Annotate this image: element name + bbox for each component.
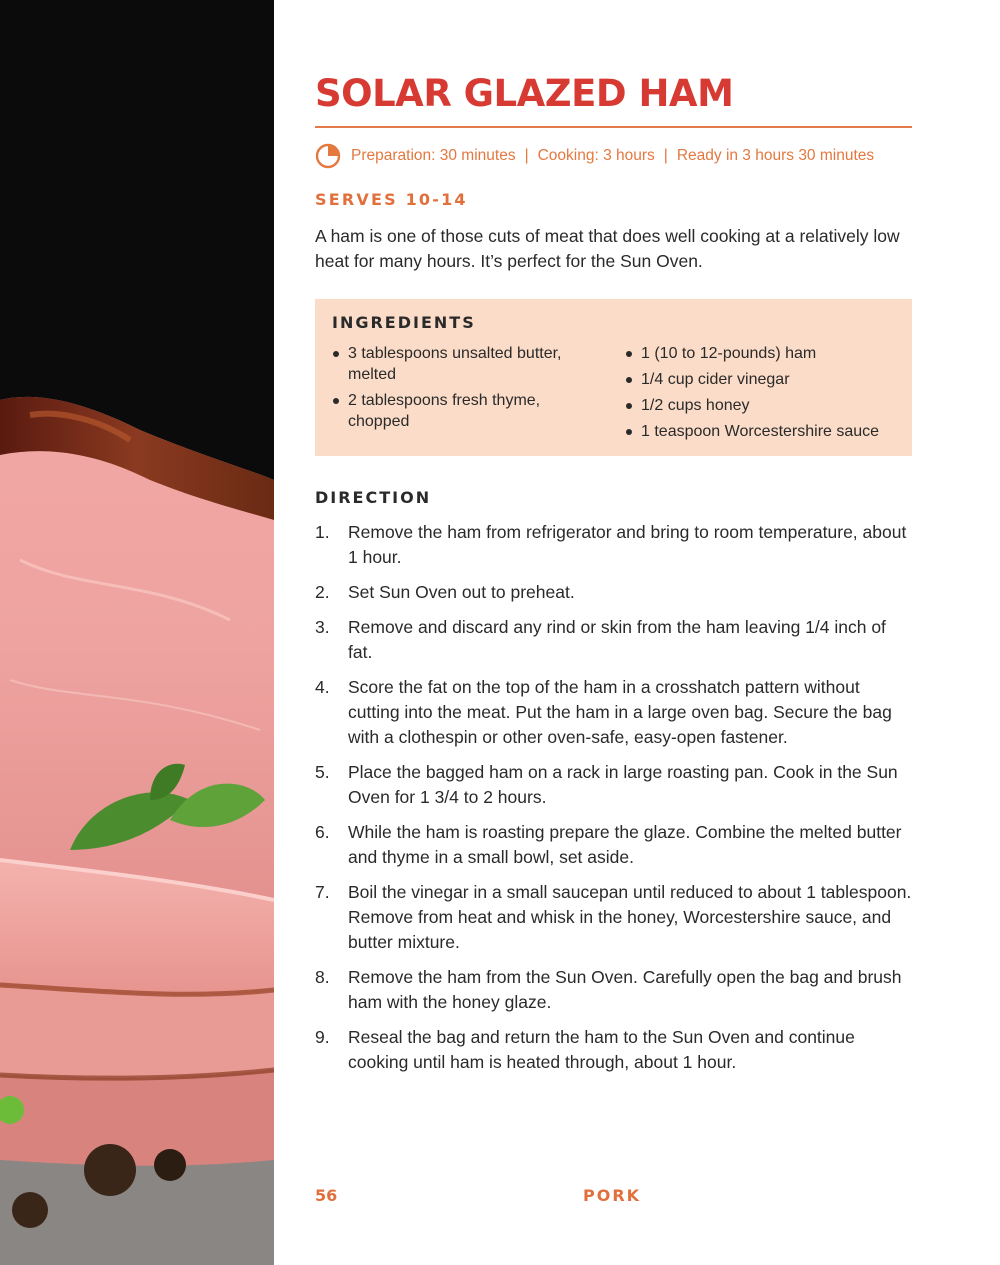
meta-separator: | [524, 147, 529, 164]
ingredient-item: 1/4 cup cider vinegar [625, 369, 910, 390]
step-item [315, 880, 915, 955]
direction-heading: DIRECTION [315, 488, 432, 507]
step-text: Set Sun Oven out to preheat. [348, 582, 575, 602]
ingredient-item: 1/2 cups honey [625, 395, 910, 416]
step-text: Boil the vinegar in a small saucepan until reduced to about 1 tablespoon. Remove from heat and whisk in the honey, Worcestershire sauce, and butter mixture. [348, 882, 912, 952]
step-item [315, 965, 915, 1015]
step-text: While the ham is roasting prepare the glaze. Combine the melted butter and thyme in a small bowl, set aside. [348, 822, 902, 867]
step-number: 6. [315, 822, 330, 842]
step-item [315, 615, 915, 665]
ham-photo [0, 0, 274, 1265]
step-item [315, 520, 915, 570]
ingredients-list-left [332, 343, 592, 437]
step-number: 9. [315, 1027, 330, 1047]
step-number: 7. [315, 882, 330, 902]
step-number: 1. [315, 522, 330, 542]
step-text: Score the fat on the top of the ham in a crosshatch pattern without cutting into the meat. Put the ham in a large oven bag. Secure the bag with a clothespin or other oven-safe, easy-open fastener. [348, 677, 892, 747]
step-text: Remove and discard any rind or skin from the ham leaving 1/4 inch of fat. [348, 617, 886, 662]
step-item [315, 1025, 915, 1075]
step-number: 8. [315, 967, 330, 987]
intro-paragraph: A ham is one of those cuts of meat that does well cooking at a relatively low heat for many hours. It’s perfect for the Sun Oven. [315, 226, 900, 271]
step-item [315, 760, 915, 810]
clock-icon [315, 143, 341, 169]
direction-steps [315, 520, 915, 1085]
ingredients-heading: INGREDIENTS [332, 313, 476, 332]
ingredient-item: 2 tablespoons fresh thyme, chopped [332, 390, 592, 432]
ingredient-item: 1 teaspoon Worcestershire sauce [625, 421, 910, 442]
ingredients-box [315, 299, 912, 456]
section-label: PORK [583, 1186, 642, 1205]
step-number: 5. [315, 762, 330, 782]
ingredients-list-right [625, 343, 910, 447]
step-text: Place the bagged ham on a rack in large roasting pan. Cook in the Sun Oven for 1 3/4 to 2 hours. [348, 762, 898, 807]
ingredient-item: 1 (10 to 12-pounds) ham [625, 343, 910, 364]
step-number: 2. [315, 582, 330, 602]
serves-label: SERVES 10-14 [315, 190, 468, 209]
step-item [315, 820, 915, 870]
step-item [315, 675, 915, 750]
step-item [315, 580, 915, 605]
step-text: Remove the ham from refrigerator and bring to room temperature, about 1 hour. [348, 522, 907, 567]
step-text: Remove the ham from the Sun Oven. Carefully open the bag and brush ham with the honey glaze. [348, 967, 902, 1012]
step-text: Reseal the bag and return the ham to the Sun Oven and continue cooking until ham is heated through, about 1 hour. [348, 1027, 855, 1072]
step-number: 3. [315, 617, 330, 637]
ready-time: Ready in 3 hours 30 minutes [676, 147, 875, 164]
step-number: 4. [315, 677, 330, 697]
meta-separator: | [663, 147, 668, 164]
page-number: 56 [315, 1186, 338, 1205]
ingredient-item: 3 tablespoons unsalted butter, melted [332, 343, 592, 385]
prep-time: Preparation: 30 minutes [351, 147, 516, 164]
cook-time: Cooking: 3 hours [537, 147, 655, 164]
recipe-timing [315, 142, 874, 170]
recipe-title: SOLAR GLAZED HAM [315, 72, 734, 115]
title-divider [315, 126, 912, 128]
